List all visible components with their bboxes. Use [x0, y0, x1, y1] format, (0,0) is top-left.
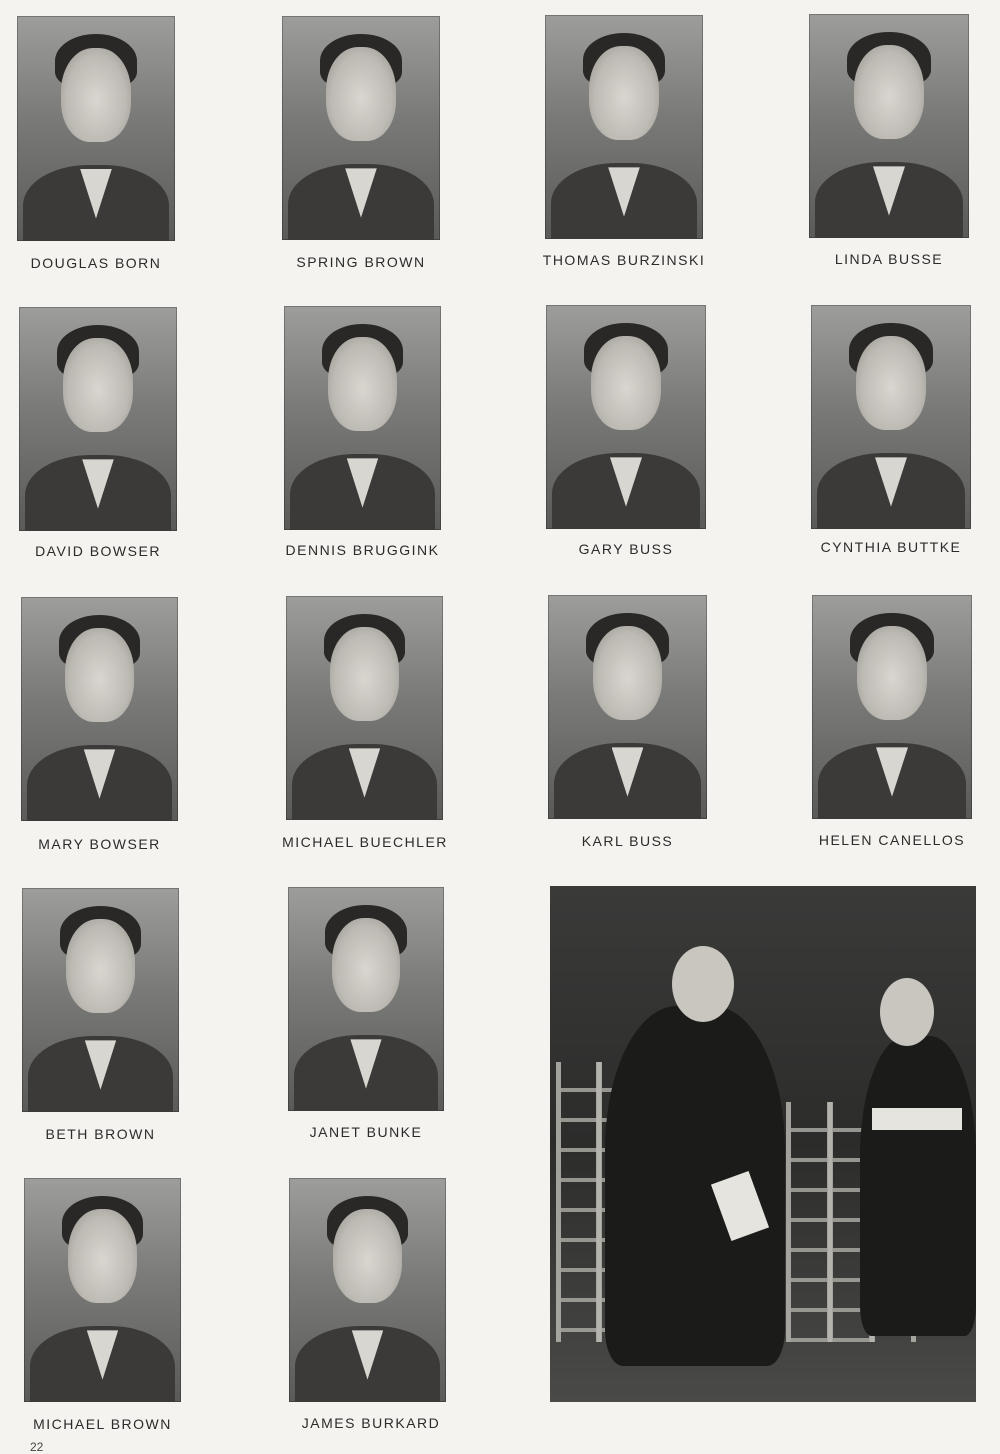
student-name: BETH BROWN: [45, 1126, 156, 1142]
portrait-photo: [17, 16, 175, 241]
student-name: DOUGLAS BORN: [30, 255, 162, 271]
portrait-photo: [548, 595, 707, 819]
student-name: KARL BUSS: [581, 833, 674, 849]
portrait-photo: [809, 14, 969, 238]
portrait-photo: [546, 305, 706, 529]
student-name: MICHAEL BROWN: [33, 1416, 172, 1432]
portrait-photo: [284, 306, 441, 530]
student-name: DENNIS BRUGGINK: [285, 542, 440, 558]
portrait-photo: [19, 307, 177, 531]
page-number: 22: [30, 1440, 44, 1454]
student-name: HELEN CANELLOS: [818, 832, 966, 848]
portrait-photo: [282, 16, 440, 240]
portrait-photo: [811, 305, 971, 529]
student-name: LINDA BUSSE: [834, 251, 944, 267]
student-name: MARY BOWSER: [38, 836, 161, 852]
portrait-photo: [21, 597, 178, 821]
student-name: DAVID BOWSER: [35, 543, 161, 559]
portrait-photo: [22, 888, 179, 1112]
portrait-photo: [288, 887, 444, 1111]
student-name: JANET BUNKE: [309, 1124, 423, 1140]
portrait-photo: [286, 596, 443, 820]
candid-photo: [550, 886, 976, 1402]
portrait-photo: [289, 1178, 446, 1402]
student-name: GARY BUSS: [578, 541, 674, 557]
portrait-photo: [812, 595, 972, 819]
portrait-photo: [24, 1178, 181, 1402]
student-name: JAMES BURKARD: [301, 1415, 441, 1431]
student-name: SPRING BROWN: [296, 254, 426, 270]
student-name: CYNTHIA BUTTKE: [820, 539, 962, 555]
student-name: THOMAS BURZINSKI: [542, 252, 706, 268]
student-name: MICHAEL BUECHLER: [282, 834, 448, 850]
portrait-photo: [545, 15, 703, 239]
